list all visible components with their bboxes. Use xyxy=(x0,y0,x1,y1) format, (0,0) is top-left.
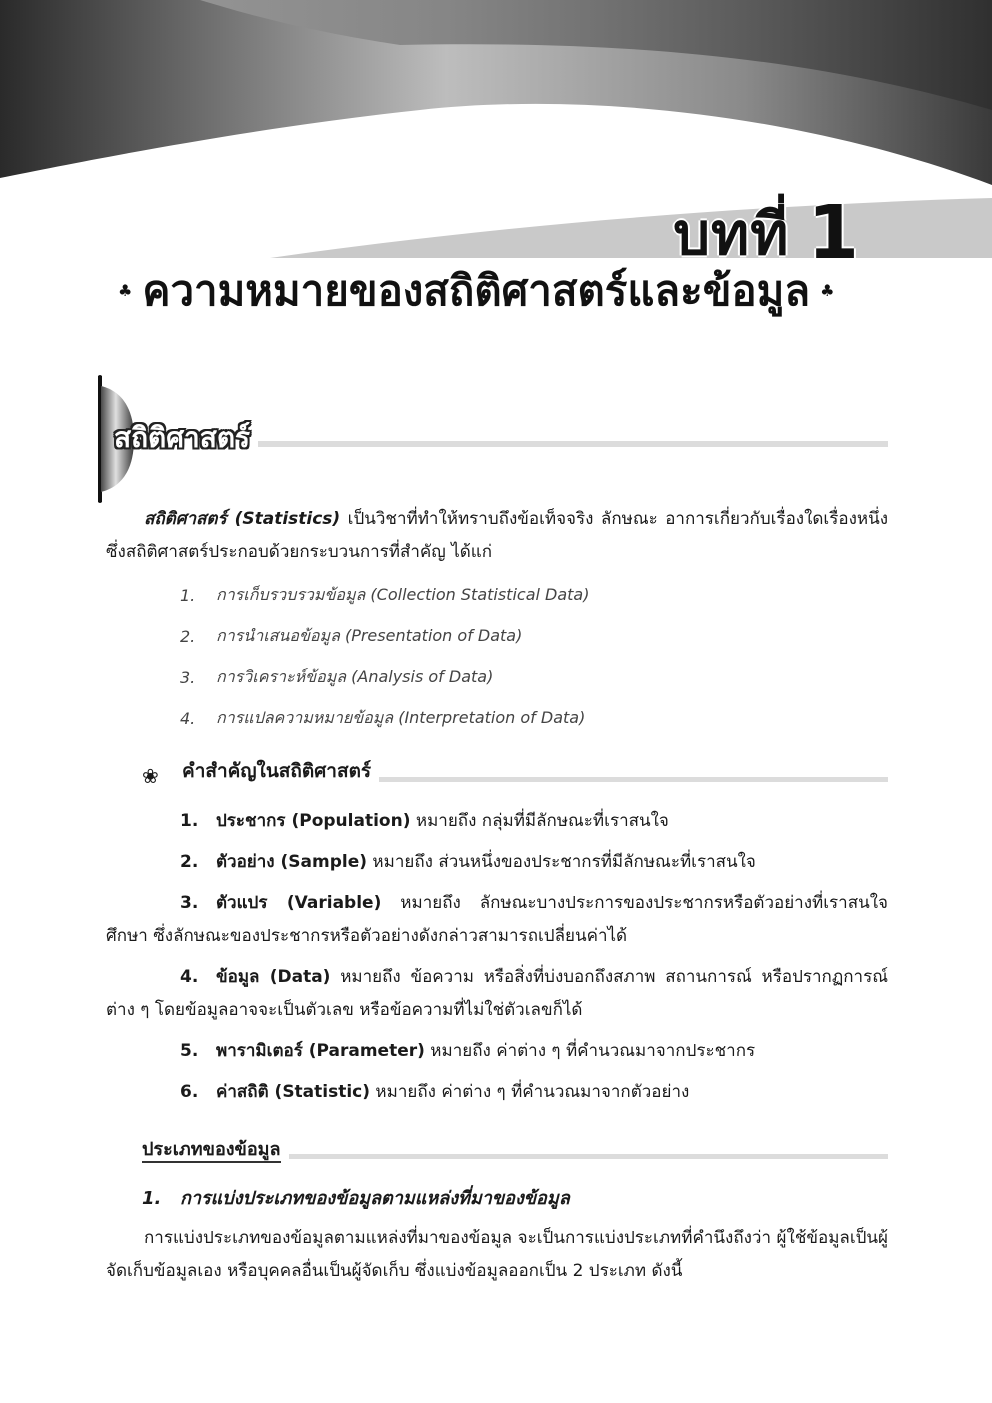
heading-rule xyxy=(258,441,888,447)
intro-text: เป็นวิชาที่ทำให้ทราบถึงข้อเท็จจริง ลักษณะ อาการเกี่ยวกับเรื่องใดเรื่องหนึ่ง ซึ่งสถิติศาสตร์ประกอบด้วยกระบวนการที่สำคัญ ได้แก่ xyxy=(106,509,888,562)
term-definition: หมายถึง กลุ่มที่มีลักษณะที่เราสนใจ xyxy=(410,811,669,831)
subheading-number: 1. xyxy=(142,1188,162,1209)
term-definition: หมายถึง ค่าต่าง ๆ ที่คำนวณมาจากตัวอย่าง xyxy=(370,1082,690,1102)
heading-rule xyxy=(289,1154,888,1159)
list-item xyxy=(180,575,589,616)
term-number: 5. xyxy=(180,1041,199,1061)
chapter-label-text: บทที่ xyxy=(673,200,790,268)
term-item xyxy=(106,1076,888,1109)
term-name: ข้อมูล (Data) xyxy=(216,967,331,987)
term-name: ประชากร (Population) xyxy=(216,811,411,831)
term-item xyxy=(106,961,888,1027)
term-item xyxy=(106,805,888,838)
term-number: 2. xyxy=(180,852,199,872)
term-name: ตัวอย่าง (Sample) xyxy=(216,852,368,872)
data-types-subheading xyxy=(142,1183,570,1212)
chapter-number: 1 xyxy=(807,190,860,276)
chapter-title xyxy=(108,268,888,314)
key-terms-heading-text: คำสำคัญในสถิติศาสตร์ xyxy=(182,760,372,782)
list-item xyxy=(180,657,589,698)
term-number: 1. xyxy=(180,811,199,831)
list-text: การนำเสนอข้อมูล (Presentation of Data) xyxy=(216,626,523,645)
list-number: 1. xyxy=(180,586,196,605)
subheading-text: การแบ่งประเภทของข้อมูลตามแหล่งที่มาของข้อมูล xyxy=(180,1188,570,1209)
list-number: 3. xyxy=(180,668,196,687)
list-text: การเก็บรวบรวมข้อมูล (Collection Statistical Data) xyxy=(216,585,590,604)
term-item xyxy=(106,887,888,953)
term-item xyxy=(106,1035,888,1068)
intro-term: สถิติศาสตร์ (Statistics) xyxy=(144,509,341,529)
key-terms-heading xyxy=(142,756,888,786)
list-number: 4. xyxy=(180,709,196,728)
intro-paragraph xyxy=(106,503,888,569)
section-heading xyxy=(114,421,888,454)
term-name: พารามิเตอร์ (Parameter) xyxy=(216,1041,425,1061)
term-definition: หมายถึง ข้อความ หรือสิ่งที่บ่งบอกถึงสภาพ สถานการณ์ หรือปรากฏการณ์ต่าง ๆ โดยข้อมูลอาจจะเป็นตัวเลข หรือข้อความที่ไม่ใช่ตัวเลขก็ได้ xyxy=(106,967,889,1020)
data-types-heading xyxy=(142,1138,888,1163)
club-ornament-icon: ♣ xyxy=(820,281,835,301)
term-number: 6. xyxy=(180,1082,199,1102)
term-definition: หมายถึง ลักษณะบางประการของประชากรหรือตัวอย่างที่เราสนใจศึกษา ซึ่งลักษณะของประชากรหรือตัวอย่างดังกล่าวสามารถเปลี่ยนค่าได้ xyxy=(106,893,888,946)
data-types-paragraph: การแบ่งประเภทของข้อมูลตามแหล่งที่มาของข้อมูล จะเป็นการแบ่งประเภทที่คำนึงถึงว่า ผู้ใช้ข้อมูลเป็นผู้จัดเก็บข้อมูลเอง หรือบุคคลอื่นเป็นผู้จัดเก็บ ซึ่งแบ่งข้อมูลออกเป็น 2 ประเภท ดังนี้ xyxy=(106,1228,888,1281)
list-text: การวิเคราะห์ข้อมูล (Analysis of Data) xyxy=(216,667,494,686)
list-item xyxy=(180,698,589,739)
term-item xyxy=(106,846,888,879)
term-name: ค่าสถิติ (Statistic) xyxy=(216,1082,371,1102)
process-list xyxy=(180,575,589,739)
term-name: ตัวแปร (Variable) xyxy=(216,893,382,913)
term-number: 3. xyxy=(180,893,199,913)
list-item xyxy=(180,616,589,657)
chapter-label xyxy=(673,190,860,276)
key-terms-list xyxy=(106,805,888,1109)
club-ornament-icon: ♣ xyxy=(118,281,133,301)
heading-rule xyxy=(379,777,888,782)
list-number: 2. xyxy=(180,627,196,646)
term-number: 4. xyxy=(180,967,199,987)
term-definition: หมายถึง ส่วนหนึ่งของประชากรที่มีลักษณะที่เราสนใจ xyxy=(367,852,756,872)
flower-icon: ❀ xyxy=(142,764,159,788)
section-heading-text: สถิติศาสตร์ xyxy=(114,421,251,454)
term-definition: หมายถึง ค่าต่าง ๆ ที่คำนวณมาจากประชากร xyxy=(424,1041,756,1061)
data-types-heading-text: ประเภทของข้อมูล xyxy=(142,1138,281,1163)
list-text: การแปลความหมายข้อมูล (Interpretation of Data) xyxy=(216,708,586,727)
chapter-title-text: ความหมายของสถิติศาสตร์และข้อมูล xyxy=(142,266,811,315)
